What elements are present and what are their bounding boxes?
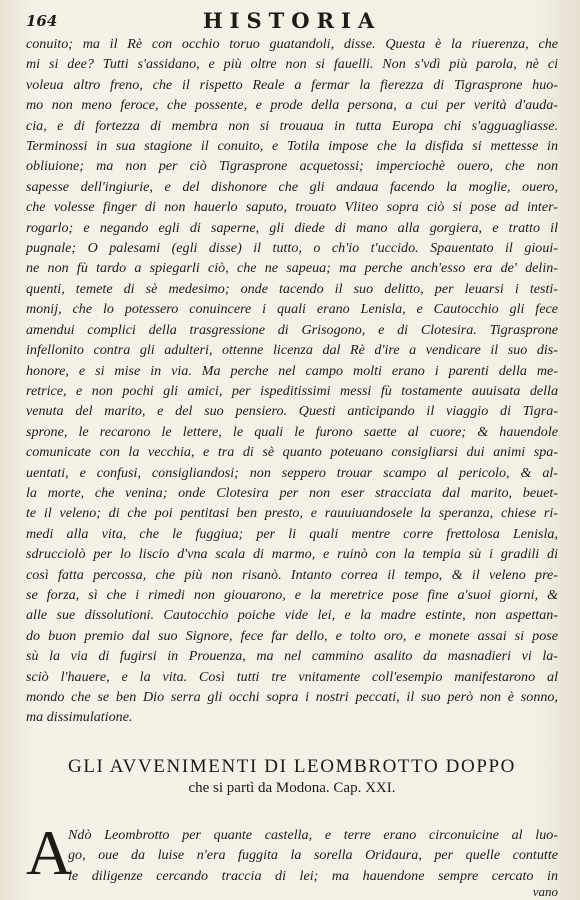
text-line: pugnale; O palesami (egli disse) il tutto, o ch'io t'uccido. Spauentato il gioui- bbox=[26, 240, 558, 257]
text-line: infellonito contra gli adulteri, ottenne licenza dal Rè d'ire a vendicare il suo dis- bbox=[26, 342, 558, 359]
text-line: cia, e di fortezza di membra non si trouaua in tutta Europa chi s'agguagliasse. bbox=[26, 117, 558, 134]
text-line: rogarlo; e negando egli di saperne, gli diede di mano alla gorgiera, e tratto il bbox=[26, 219, 558, 236]
catchword: vano bbox=[532, 884, 558, 899]
text-line: ne non fù tardo a spiegarli ciò, che ne sapeua; ma perche anch'esso era de' delin- bbox=[26, 260, 558, 277]
chapter-opening bbox=[26, 816, 558, 888]
text-line: alle sue dissolutioni. Cautocchio poiche vide lei, e la madre estinte, non aspettan- bbox=[26, 607, 558, 624]
main-paragraph bbox=[26, 34, 558, 728]
running-title: HISTORIA bbox=[202, 8, 382, 33]
text-line: sprone, le recarono le lettere, le quali le furono saette al cuore; & hauendole bbox=[26, 423, 558, 440]
text-line: do buon premio dal suo Signore, fece far dello, e tolto oro, e monete assai si pose bbox=[26, 627, 558, 644]
text-line: mo non meno feroce, che possente, e prode della persona, a cui per verità d'auda- bbox=[26, 97, 558, 114]
text-line: te il veleno; di che poi pentitasi ben presto, e rauuiuandosele la speranza, chiese ri- bbox=[26, 505, 558, 522]
text-line: ma dissimulatione. bbox=[26, 709, 133, 726]
text-line: che volesse finger di non hauerlo saputo, trouato Vliteo sopra ciò si pose ad inter- bbox=[26, 199, 558, 216]
text-line: monij, che lo potessero conuincere i quali erano Lenisla, e Cautocchio gli fece bbox=[26, 301, 558, 318]
text-line: conuito; ma il Rè con occhio toruo guatandoli, disse. Questa è la riuerenza, che bbox=[26, 36, 558, 52]
page-number: 164 bbox=[26, 12, 58, 30]
text-line: la morte, che venina; onde Clotesira per non eser stracciata dal marito, beuet- bbox=[26, 484, 558, 501]
text-line: sù la via di fugirsi in Prouenza, ma nel cammino asalito da masnadieri vi la- bbox=[26, 648, 558, 665]
chapter-heading bbox=[26, 756, 558, 797]
text-line: mondo che se ben Dio serra gli occhi sopra i nostri peccati, il suo però non è sonno, bbox=[26, 689, 558, 705]
text-line: sdrucciolò per lo liscio d'vna scala di marmo, e ruinò con la tempia sù i gradili di bbox=[26, 546, 558, 563]
text-line: uentati, e confusi, consigliandosi; non seppero trouar scampo al pericolo, & al- bbox=[26, 464, 558, 481]
text-line: sciò l'hauere, e la vita. Così tutti tre vnitamente coll'esempio manifestarono al bbox=[26, 668, 558, 685]
text-line: obliuione; ma non per ciò Tigrasprone acquetossi; imperciochè ouero, che non bbox=[26, 158, 558, 175]
text-line: Ndò Leombrotto per quante castella, e terre erano circonuicine al luo- bbox=[68, 826, 558, 843]
chapter-subtitle: che si partì da Modona. Cap. XXI. bbox=[188, 779, 396, 796]
text-line: quenti, temete di sè medesimo; onde tacendo il suo delitto, per leuarsi i testi- bbox=[26, 280, 558, 297]
text-line: se forza, sì che i rimedi non giouarono, e la meretrice pose fine a'suoi giorni, & bbox=[26, 586, 558, 603]
chapter-paragraph bbox=[26, 825, 558, 886]
text-line: medi alla vita, che le fuggiua; per li quali mentre corre frettolosa Lenisla, bbox=[26, 525, 558, 542]
chapter-title: GLI AVVENIMENTI DI LEOMBROTTO DOPPO bbox=[68, 755, 516, 777]
text-line: Terminossi in sua stagione il conuito, e Totila impose che la disfida si mettesse in bbox=[26, 138, 558, 155]
text-line: mi si dee? Tutti s'assidano, e più oltre non si fauelli. Non s'vdì più parola, nè ci bbox=[26, 56, 558, 73]
text-line: retrice, e non pochi gli amici, per ispeditissimi messi fù tostamente auuisata della bbox=[26, 382, 558, 399]
page-header bbox=[26, 8, 558, 34]
text-line: honore, e si mise in via. Ma perche nel campo molti erano i parenti della me- bbox=[26, 362, 558, 379]
text-line: venuta del marito, e del suo pensiero. Questi anticipando il viaggio di Tigra- bbox=[26, 403, 558, 420]
text-line: le diligenze cercando traccia di lei; ma hauendone sempre cercato in bbox=[68, 867, 558, 884]
text-line: amendui complici della trasgressione di Grisogono, e di Clotesira. Tigrasprone bbox=[26, 321, 558, 338]
text-line: go, oue da luise n'era fuggita la sorella Oridaura, per quelle contutte bbox=[68, 847, 558, 864]
text-line: comunicate con la vecchia, e tra di sè quanto poteuano consigliarsi dui animi spa- bbox=[26, 444, 558, 461]
text-line: sapesse dell'ingiurie, e del dishonore che gli andaua facendo la moglie, ouero, bbox=[26, 178, 558, 195]
drop-cap-initial: A bbox=[26, 816, 73, 888]
text-line: voleua altro freno, che il rispetto Reale a fermar la fierezza di Tigrasprone huo- bbox=[26, 76, 558, 93]
text-line: così fatta percossa, che più non risanò. Intanto correa il tempo, & il veleno pre- bbox=[26, 566, 558, 583]
